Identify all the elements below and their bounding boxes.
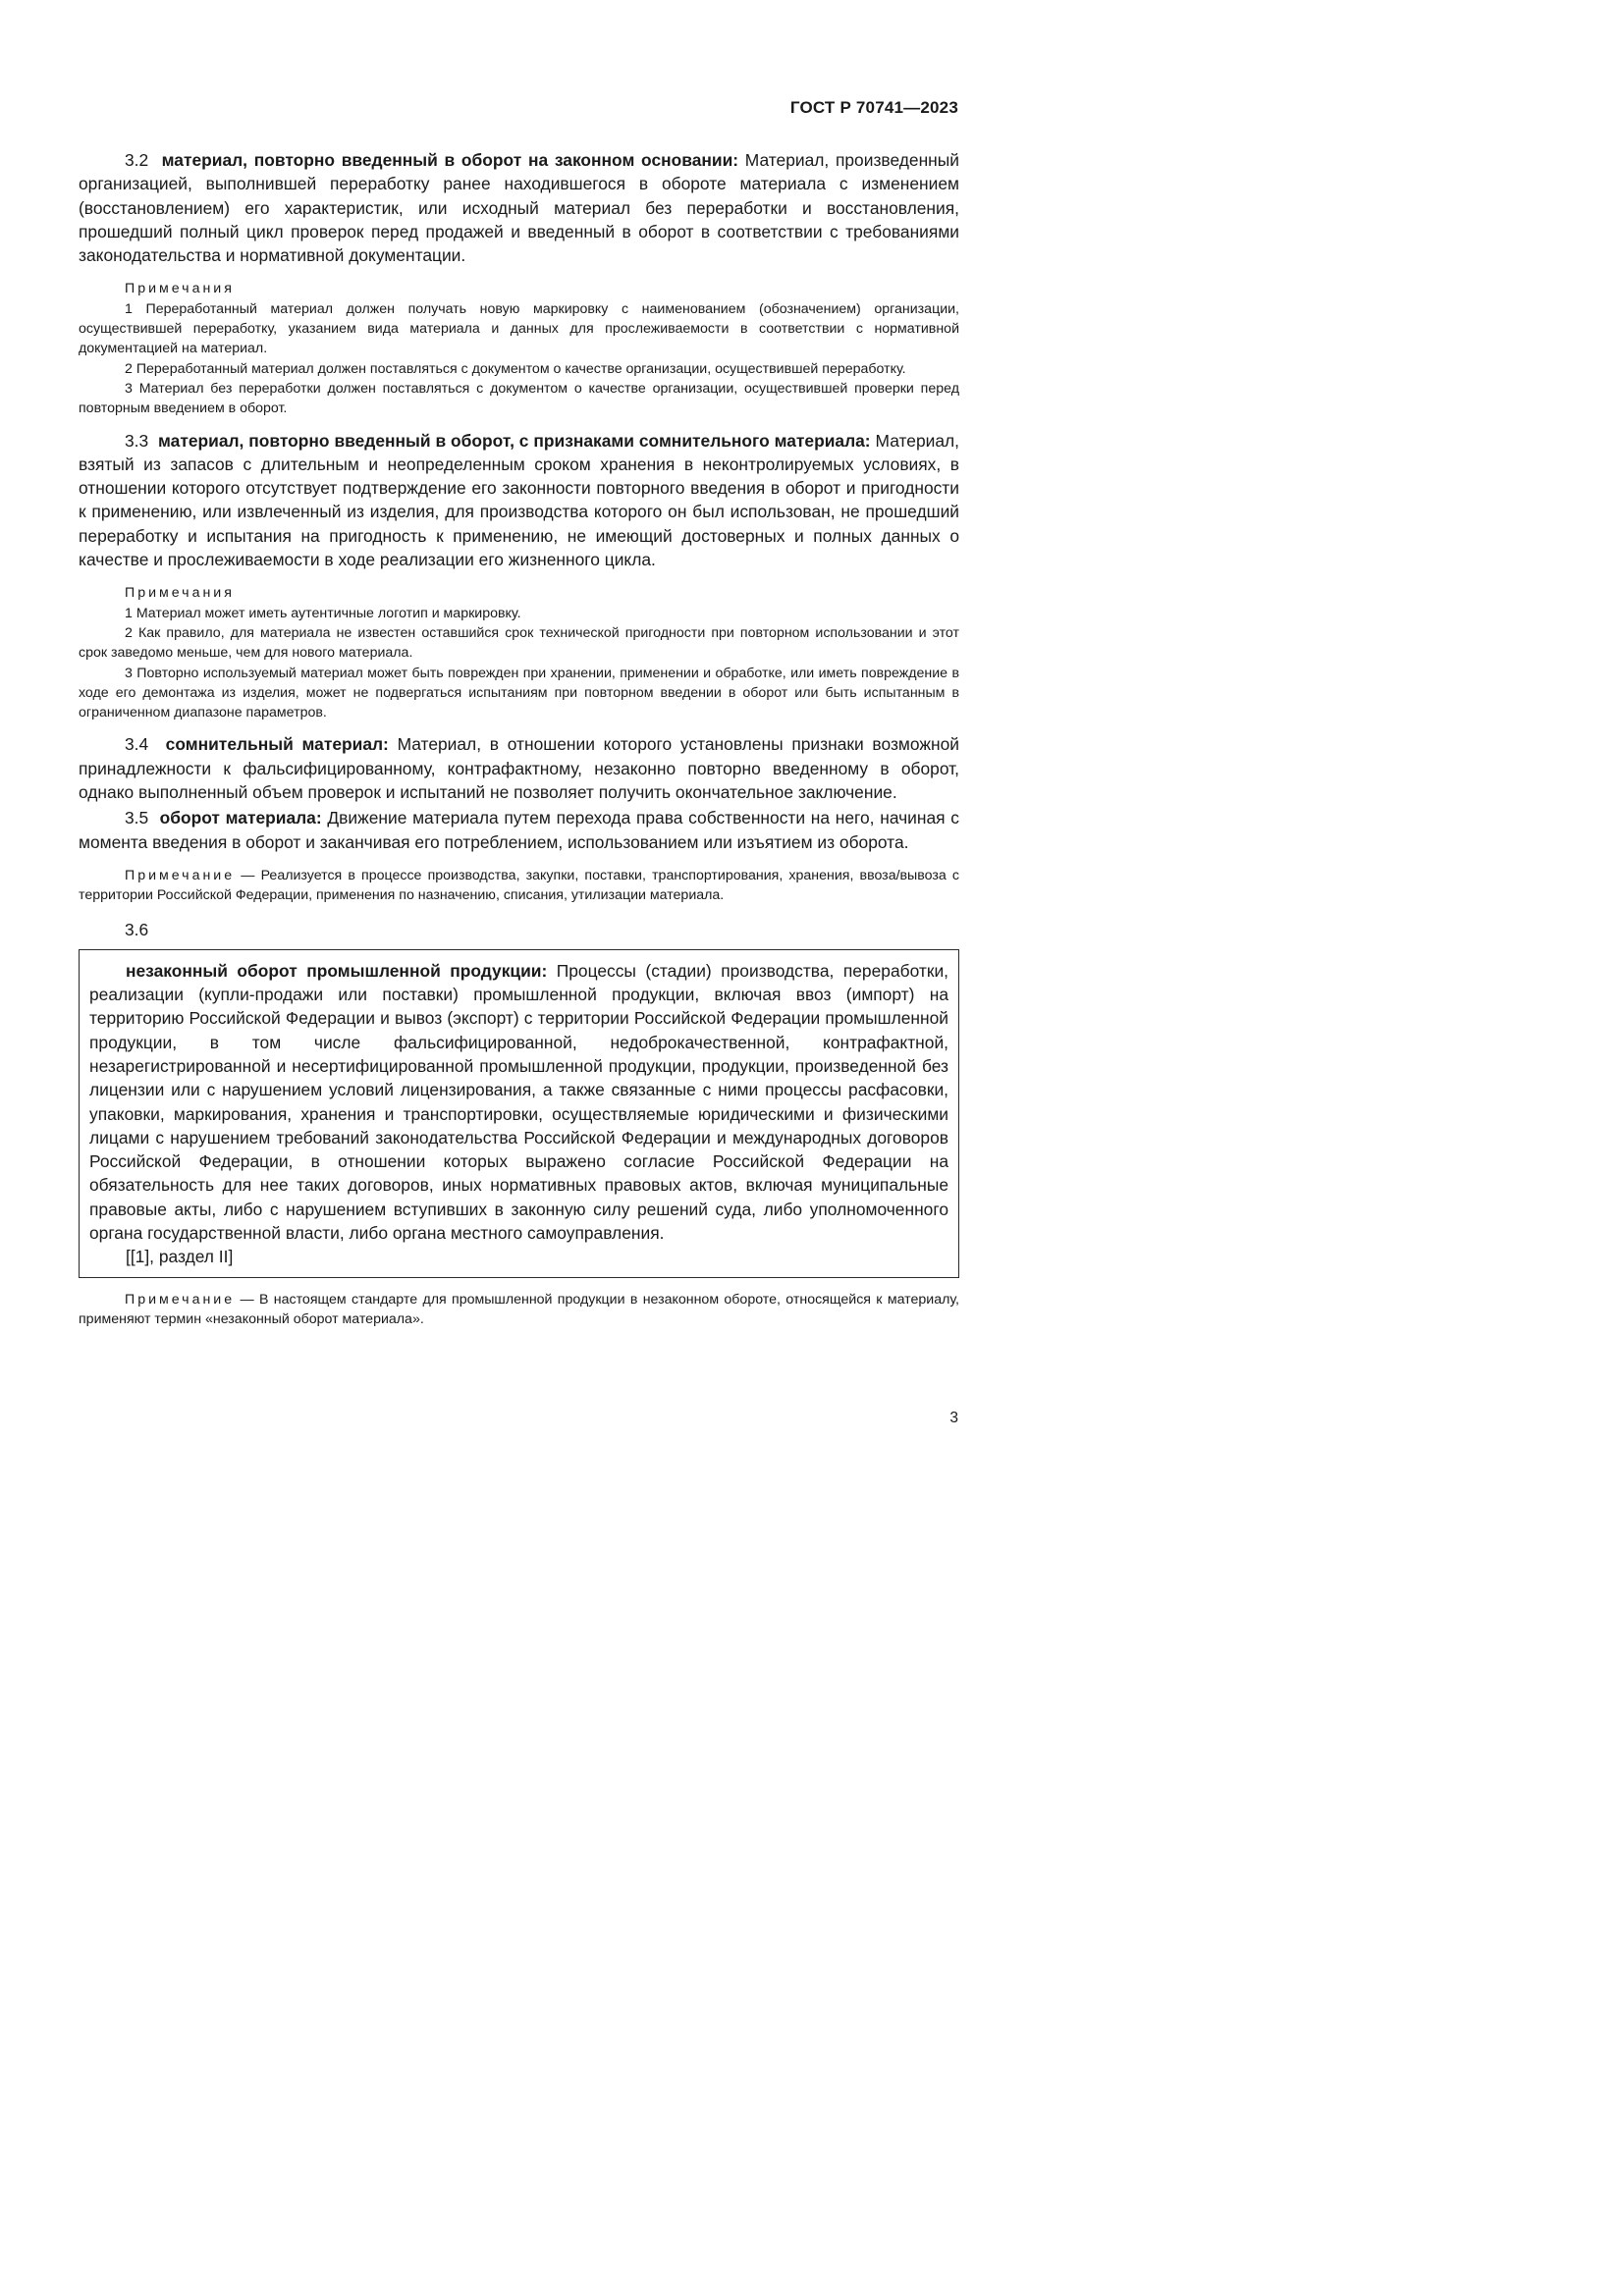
term-3-5 — [79, 806, 959, 854]
notes-3-2 — [79, 279, 959, 418]
term-3-4 — [79, 732, 959, 804]
note-item: 1 Переработанный материал должен получать новую маркировку с наименованием (обозначением) организации, осуществившей переработку, указанием вида материала и данных для прослеживаемости в соответствии с нормативной документацией на материал. — [79, 300, 959, 357]
note-item: 2 Как правило, для материала не известен оставшийся срок технической пригодности при повторном использовании и этот срок заведомо меньше, чем для нового материала. — [79, 624, 959, 662]
term-number: 3.2 — [125, 150, 149, 170]
term-3-3 — [79, 429, 959, 572]
notes-heading: Примечания — [125, 585, 235, 602]
term-3-6-box — [79, 949, 959, 1278]
document-body — [79, 148, 959, 1329]
notes-3-3 — [79, 583, 959, 722]
term-title: материал, повторно введенный в оборот на законном основании: — [161, 150, 739, 170]
note-item: 3 Материал без переработки должен поставляться с документом о качестве организации, осуществившей проверки перед повторным введением в оборот. — [79, 380, 959, 417]
term-title: оборот материала: — [159, 808, 322, 828]
note-item: 1 Материал может иметь аутентичные логотип и маркировку. — [125, 605, 521, 621]
notes-heading: Примечания — [125, 281, 235, 297]
term-3-6 — [89, 959, 948, 1246]
note-3-6 — [79, 1290, 959, 1330]
term-definition: Материал, взятый из запасов с длительным и неопределенным сроком хранения в неконтролируемых условиях, в отношении которого отсутствует подтверждение его законности повторного введения в оборот и пригодности к применению, или извлеченный из изделия, для производства которого он был использован, не прошедший переработку и испытания на пригодность к применению, не имеющий достоверных и полных данных о качестве и прослеживаемости в ходе реализации его жизненного цикла. — [79, 430, 959, 570]
term-definition: Материал, в отношении которого установлены признаки возможной принадлежности к фальсифицированному, контрафактному, незаконно повторно введенному в оборот, однако выполненный объем проверок и испытаний не позволяет получить окончательное заключение. — [79, 734, 959, 803]
term-title: незаконный оборот промышленной продукции: — [126, 960, 548, 981]
page-number: 3 — [949, 1410, 958, 1426]
term-number: 3.4 — [125, 734, 149, 755]
term-definition: Процессы (стадии) производства, переработки, реализации (купли-продажи или поставки) промышленной продукции, включая ввоз (импорт) на территорию Российской Федерации и вывоз (экспорт) с территории Российской Федерации промышленной продукции, в том числе фальсифицированной, недоброкачественной, контрафактной, незарегистрированной и несертифицированной промышленной продукции, продукции, произведенной без лицензии или с нарушением условий лицензирования, а также связанные с ними процессы расфасовки, упаковки, маркирования, хранения и транспортировки, осуществляемые юридическими и физическими лицами с нарушением требований законодательства Российской Федерации и международных договоров Российской Федерации, в отношении которых выражено согласие Российской Федерации на обязательность для нее таких договоров, иных нормативных правовых актов, включая муниципальные правовые акты, либо с нарушением вступивших в законную силу решений суда, либо уполномоченного органа государственной власти, либо органа местного самоуправления. — [89, 960, 948, 1244]
note-label: Примечание — [125, 1291, 236, 1308]
term-3-2 — [79, 148, 959, 267]
term-definition: Движение материала путем перехода права собственности на него, начиная с момента введения в оборот и заканчивая его потреблением, использованием или изъятием из оборота. — [79, 808, 959, 852]
term-number: 3.3 — [125, 430, 149, 451]
term-3-6-number: 3.6 — [125, 919, 149, 939]
standard-code-header: ГОСТ Р 70741—2023 — [789, 98, 958, 117]
term-title: материал, повторно введенный в оборот, с признаками сомнительного материала: — [158, 430, 871, 451]
document-page — [0, 0, 1080, 1526]
term-definition: Материал, произведенный организацией, выполнившей переработку ранее находившегося в обороте материала с изменением (восстановлением) его характеристик, или исходный материал без переработки и восстановления, прошедший полный цикл проверок перед продажей и введенный в оборот в соответствии с требованиями законодательства и нормативной документации. — [79, 150, 959, 266]
term-number: 3.5 — [125, 808, 149, 828]
note-item: 3 Повторно используемый материал может быть поврежден при хранении, применении и обработке, или иметь повреждение в ходе его демонтажа из изделия, может не подвергаться испытаниям при повторном введении в оборот или быть испытанным в ограниченном диапазоне параметров. — [79, 665, 959, 721]
note-3-5 — [79, 866, 959, 906]
note-text: — Реализуется в процессе производства, закупки, поставки, транспортирования, хранения, ввоза/вывоза с территории Российской Федерации, применения по назначению, списания, утилизации материала. — [79, 867, 959, 904]
note-label: Примечание — [125, 867, 236, 883]
term-reference: [[1], раздел II] — [126, 1247, 234, 1267]
term-title: сомнительный материал: — [165, 734, 389, 755]
note-item: 2 Переработанный материал должен поставляться с документом о качестве организации, осуществившей переработку. — [125, 360, 906, 377]
note-text: — В настоящем стандарте для промышленной продукции в незаконном обороте, относящейся к материалу, применяют термин «незаконный оборот материала». — [79, 1291, 959, 1327]
